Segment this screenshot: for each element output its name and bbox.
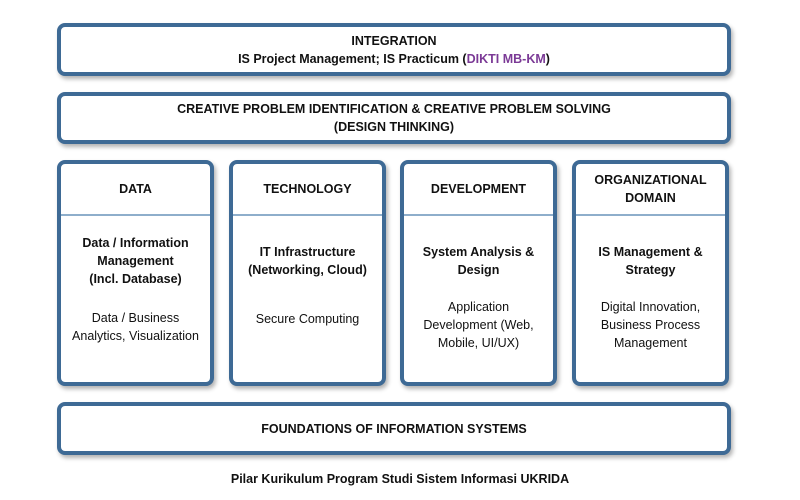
pillar-body <box>576 216 725 382</box>
pillar-title: TECHNOLOGY <box>233 164 382 216</box>
pillar-technology <box>229 160 386 386</box>
integration-subtitle-suffix: ) <box>545 51 550 66</box>
integration-subtitle-highlight: DIKTI MB-KM <box>466 51 546 66</box>
pillar-data <box>57 160 214 386</box>
pillar-title: ORGANIZATIONAL DOMAIN <box>576 164 725 216</box>
foundations-box <box>57 402 731 455</box>
pillar-body <box>233 216 382 382</box>
pillar-main-topic: System Analysis & Design <box>422 245 535 277</box>
integration-subtitle <box>238 50 550 68</box>
pillar-sub-topic: Application Development (Web, Mobile, UI/UX) <box>423 300 534 350</box>
pillar-main-topic: IS Management & Strategy <box>598 245 703 277</box>
creative-line-1: CREATIVE PROBLEM IDENTIFICATION & CREATIVE PROBLEM SOLVING <box>177 102 611 116</box>
pillar-title: DATA <box>61 164 210 216</box>
pillar-development <box>400 160 557 386</box>
integration-box <box>57 23 731 76</box>
pillar-body <box>404 216 553 382</box>
pillar-sub-topic: Digital Innovation, Business Process Management <box>600 300 701 350</box>
creative-line-2: (DESIGN THINKING) <box>333 120 455 134</box>
foundations-title: FOUNDATIONS OF INFORMATION SYSTEMS <box>261 421 527 436</box>
creative-box <box>57 92 731 144</box>
integration-subtitle-prefix: IS Project Management; IS Practicum ( <box>238 51 467 66</box>
pillar-sub-topic: Secure Computing <box>255 312 360 326</box>
pillar-main-topic: IT Infrastructure (Networking, Cloud) <box>248 245 367 277</box>
pillar-body <box>61 216 210 382</box>
pillar-sub-topic: Data / Business Analytics, Visualization <box>72 311 199 343</box>
pillar-main-topic: Data / Information Management (Incl. Database) <box>82 236 189 286</box>
integration-title: INTEGRATION <box>351 33 437 48</box>
figure-caption: Pilar Kurikulum Program Studi Sistem Informasi UKRIDA <box>230 472 570 486</box>
pillar-organizational-domain <box>572 160 729 386</box>
pillar-title: DEVELOPMENT <box>404 164 553 216</box>
